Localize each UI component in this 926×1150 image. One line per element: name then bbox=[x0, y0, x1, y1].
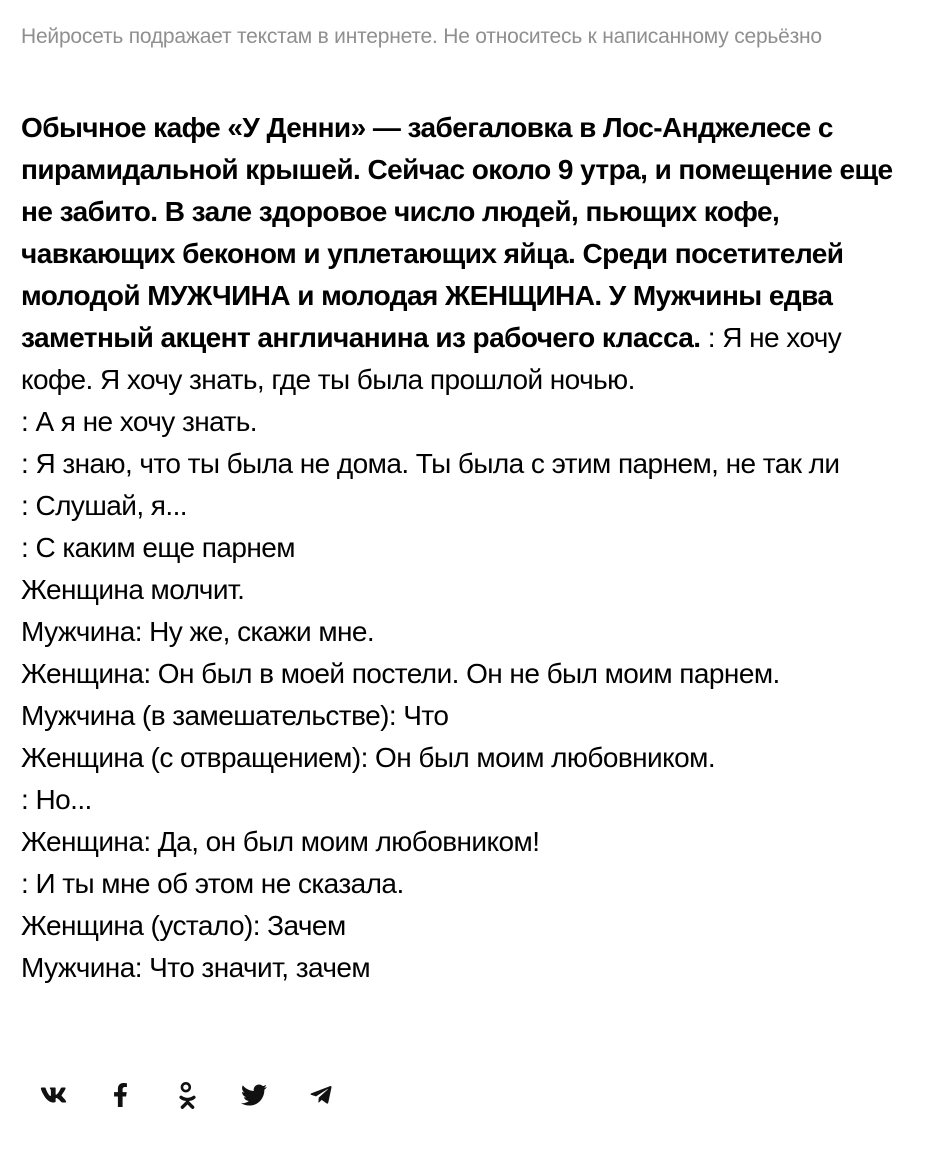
generated-line: : Слушай, я... bbox=[21, 490, 188, 521]
generated-line: Женщина: Да, он был моим любовником! bbox=[21, 826, 540, 857]
telegram-icon bbox=[308, 1083, 334, 1107]
twitter-icon bbox=[241, 1082, 267, 1108]
share-twitter-button[interactable] bbox=[240, 1081, 268, 1109]
generated-line: : Но... bbox=[21, 784, 92, 815]
facebook-icon bbox=[113, 1083, 128, 1107]
share-telegram-button[interactable] bbox=[307, 1081, 335, 1109]
generated-line: : И ты мне об этом не сказала. bbox=[21, 868, 404, 899]
vk-icon bbox=[40, 1083, 67, 1107]
story-text bbox=[21, 107, 905, 989]
generated-inline-text: : Я не хочу кофе. Я хочу знать, где ты была прошлой ночью. bbox=[21, 322, 842, 395]
generated-line: Женщина (устало): Зачем bbox=[21, 910, 346, 941]
generated-line: Женщина молчит. bbox=[21, 574, 245, 605]
share-odnoklassniki-button[interactable] bbox=[173, 1081, 201, 1109]
generated-line: Женщина (с отвращением): Он был моим любовником. bbox=[21, 742, 716, 773]
generated-line: Мужчина: Ну же, скажи мне. bbox=[21, 616, 375, 647]
generated-line: Женщина: Он был в моей постели. Он не был моим парнем. bbox=[21, 658, 780, 689]
generated-line: : Я знаю, что ты была не дома. Ты была с этим парнем, не так ли bbox=[21, 448, 840, 479]
disclaimer-text: Нейросеть подражает текстам в интернете. Не относитесь к написанному серьёзно bbox=[21, 25, 822, 48]
generated-line: Мужчина (в замешательстве): Что bbox=[21, 700, 449, 731]
story-paragraph bbox=[21, 107, 905, 401]
page bbox=[0, 24, 926, 1109]
generated-line: : А я не хочу знать. bbox=[21, 406, 258, 437]
odnoklassniki-icon bbox=[179, 1082, 196, 1109]
prompt-text: Обычное кафе «У Денни» — забегаловка в Лос-Анджелесе с пирамидальной крышей. Сейчас около 9 утра, и помещение еще не забито. В зале здоровое число людей, пьющих кофе, чавкающих беконом и уплетающих яйца. Среди посетителей молодой МУЖЧИНА и молодая ЖЕНЩИНА. У Мужчины едва заметный акцент англичанина из рабочего класса. bbox=[21, 112, 893, 353]
generated-line: : С каким еще парнем bbox=[21, 532, 295, 563]
generated-line: Мужчина: Что значит, зачем bbox=[21, 952, 371, 983]
share-vk-button[interactable] bbox=[39, 1081, 67, 1109]
share-facebook-button[interactable] bbox=[106, 1081, 134, 1109]
share-row bbox=[21, 1081, 905, 1109]
